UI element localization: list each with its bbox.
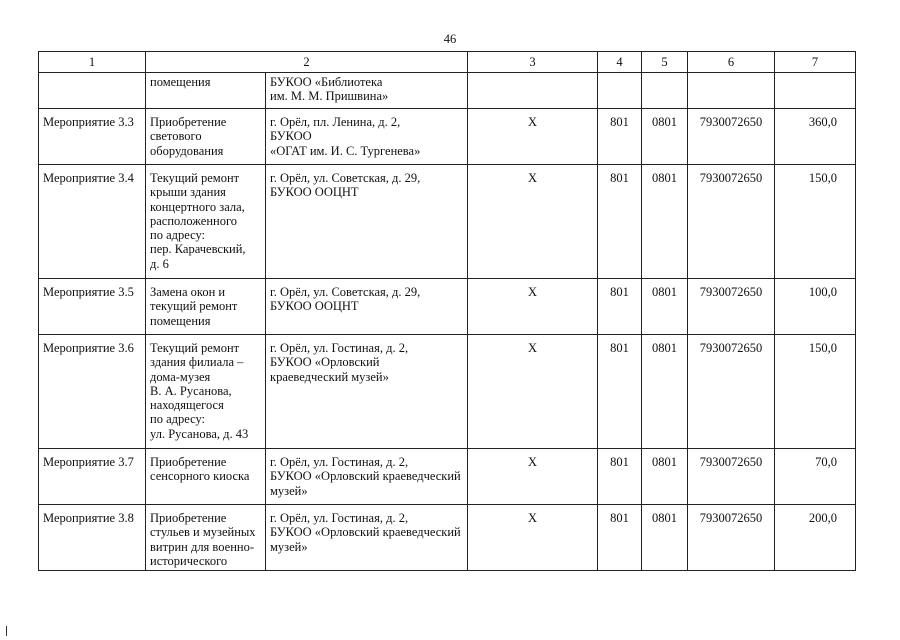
executor-cell xyxy=(266,165,468,279)
executor-cell xyxy=(266,449,468,505)
table-row xyxy=(39,335,856,449)
table-row xyxy=(39,505,856,571)
col5-cell: 0801 xyxy=(642,335,688,449)
cell-line: светового xyxy=(150,129,202,144)
cell-line: пер. Карачевский, xyxy=(150,242,246,257)
description-cell xyxy=(146,505,266,571)
cell-line: витрин для военно- xyxy=(150,539,254,554)
cell-line: Приобретение xyxy=(150,511,227,525)
cell-line: БУКОО ООЦНТ xyxy=(270,299,359,314)
col4-cell: 801 xyxy=(598,505,642,571)
amount-cell xyxy=(775,73,856,109)
cell-line: «ОГАТ им. И. С. Тургенева» xyxy=(270,143,421,158)
cell-line: краеведческий музей» xyxy=(270,369,389,384)
table-row xyxy=(39,279,856,335)
cell-line: концертного зала, xyxy=(150,199,245,214)
amount-cell: 360,0 xyxy=(775,109,856,165)
col5-cell: 0801 xyxy=(642,109,688,165)
cell-line: сенсорного киоска xyxy=(150,469,250,484)
cell-line: им. М. М. Пришвина» xyxy=(270,89,389,104)
description-cell xyxy=(146,279,266,335)
cell-line: г. Орёл, ул. Советская, д. 29, xyxy=(270,171,421,185)
event-cell: Мероприятие 3.6 xyxy=(39,335,146,449)
col4-cell: 801 xyxy=(598,279,642,335)
description-cell xyxy=(146,165,266,279)
event-cell: Мероприятие 3.4 xyxy=(39,165,146,279)
cell-line: стульев и музейных xyxy=(150,525,256,540)
col6-cell xyxy=(688,73,775,109)
header-row xyxy=(39,52,856,73)
table-row xyxy=(39,73,856,109)
cell-line: Текущий ремонт xyxy=(150,171,240,185)
col6-cell: 7930072650 xyxy=(688,449,775,505)
col6-cell: 7930072650 xyxy=(688,165,775,279)
budget-table xyxy=(38,51,856,571)
header-col-6: 6 xyxy=(688,52,775,73)
executor-cell xyxy=(266,109,468,165)
col3-cell: Х xyxy=(468,109,598,165)
col5-cell: 0801 xyxy=(642,449,688,505)
cell-line: г. Орёл, ул. Гостиная, д. 2, xyxy=(270,341,409,355)
cell-line: БУКОО ООЦНТ xyxy=(270,185,359,200)
header-col-7: 7 xyxy=(775,52,856,73)
cell-line: оборудования xyxy=(150,143,224,158)
amount-cell: 200,0 xyxy=(775,505,856,571)
executor-cell xyxy=(266,335,468,449)
amount-cell: 150,0 xyxy=(775,335,856,449)
col3-cell xyxy=(468,73,598,109)
col4-cell: 801 xyxy=(598,449,642,505)
col6-cell: 7930072650 xyxy=(688,279,775,335)
amount-cell: 150,0 xyxy=(775,165,856,279)
table-row xyxy=(39,109,856,165)
col5-cell: 0801 xyxy=(642,165,688,279)
cell-line: Приобретение xyxy=(150,455,227,469)
cell-line: БУКОО «Библиотека xyxy=(270,75,383,89)
cell-line: г. Орёл, ул. Гостиная, д. 2, xyxy=(270,455,409,469)
cell-line: БУКОО «Орловский краеведческий xyxy=(270,525,461,540)
cell-line: В. А. Русанова, xyxy=(150,383,232,398)
col6-cell: 7930072650 xyxy=(688,335,775,449)
event-cell: Мероприятие 3.3 xyxy=(39,109,146,165)
cell-line: Приобретение xyxy=(150,115,227,129)
cell-line: по адресу: xyxy=(150,228,206,243)
cell-line: БУКОО «Орловский краеведческий xyxy=(270,469,461,484)
description-cell xyxy=(146,73,266,109)
event-cell xyxy=(39,73,146,109)
col3-cell: Х xyxy=(468,165,598,279)
col3-cell: Х xyxy=(468,505,598,571)
col4-cell xyxy=(598,73,642,109)
header-col-2: 2 xyxy=(146,52,468,73)
col5-cell xyxy=(642,73,688,109)
cell-line: БУКОО xyxy=(270,129,312,144)
col6-cell: 7930072650 xyxy=(688,109,775,165)
description-cell xyxy=(146,109,266,165)
col4-cell: 801 xyxy=(598,335,642,449)
cell-line: музей» xyxy=(270,539,308,554)
cell-line: г. Орёл, пл. Ленина, д. 2, xyxy=(270,115,401,129)
event-cell: Мероприятие 3.8 xyxy=(39,505,146,571)
cell-line: ул. Русанова, д. 43 xyxy=(150,426,249,441)
cell-line: помещения xyxy=(150,75,211,89)
cell-line: по адресу: xyxy=(150,412,206,427)
col3-cell: Х xyxy=(468,279,598,335)
cell-line: расположенного xyxy=(150,213,238,228)
executor-cell xyxy=(266,505,468,571)
header-col-1: 1 xyxy=(39,52,146,73)
amount-cell: 100,0 xyxy=(775,279,856,335)
cell-line: г. Орёл, ул. Советская, д. 29, xyxy=(270,285,421,299)
cell-line: исторического xyxy=(150,553,228,568)
cell-line: помещения xyxy=(150,313,211,328)
header-col-5: 5 xyxy=(642,52,688,73)
col3-cell: Х xyxy=(468,449,598,505)
cell-line: Замена окон и xyxy=(150,285,226,299)
col5-cell: 0801 xyxy=(642,505,688,571)
cell-line: текущий ремонт xyxy=(150,299,238,314)
col4-cell: 801 xyxy=(598,109,642,165)
header-col-3: 3 xyxy=(468,52,598,73)
event-cell: Мероприятие 3.7 xyxy=(39,449,146,505)
cell-line: д. 6 xyxy=(150,256,169,271)
table-body xyxy=(39,73,856,571)
page-number: 46 xyxy=(443,32,457,46)
cell-line: дома-музея xyxy=(150,369,211,384)
cell-line: крыши здания xyxy=(150,185,226,200)
header-col-4: 4 xyxy=(598,52,642,73)
col4-cell: 801 xyxy=(598,165,642,279)
margin-mark xyxy=(6,626,7,636)
cell-line: Текущий ремонт xyxy=(150,341,240,355)
amount-cell: 70,0 xyxy=(775,449,856,505)
col5-cell: 0801 xyxy=(642,279,688,335)
table-row xyxy=(39,165,856,279)
cell-line: БУКОО «Орловский xyxy=(270,355,380,370)
executor-cell xyxy=(266,279,468,335)
description-cell xyxy=(146,335,266,449)
description-cell xyxy=(146,449,266,505)
col3-cell: Х xyxy=(468,335,598,449)
col6-cell: 7930072650 xyxy=(688,505,775,571)
event-cell: Мероприятие 3.5 xyxy=(39,279,146,335)
table-row xyxy=(39,449,856,505)
cell-line: здания филиала – xyxy=(150,355,244,370)
cell-line: находящегося xyxy=(150,398,224,413)
cell-line: г. Орёл, ул. Гостиная, д. 2, xyxy=(270,511,409,525)
executor-cell xyxy=(266,73,468,109)
cell-line: музей» xyxy=(270,483,308,498)
